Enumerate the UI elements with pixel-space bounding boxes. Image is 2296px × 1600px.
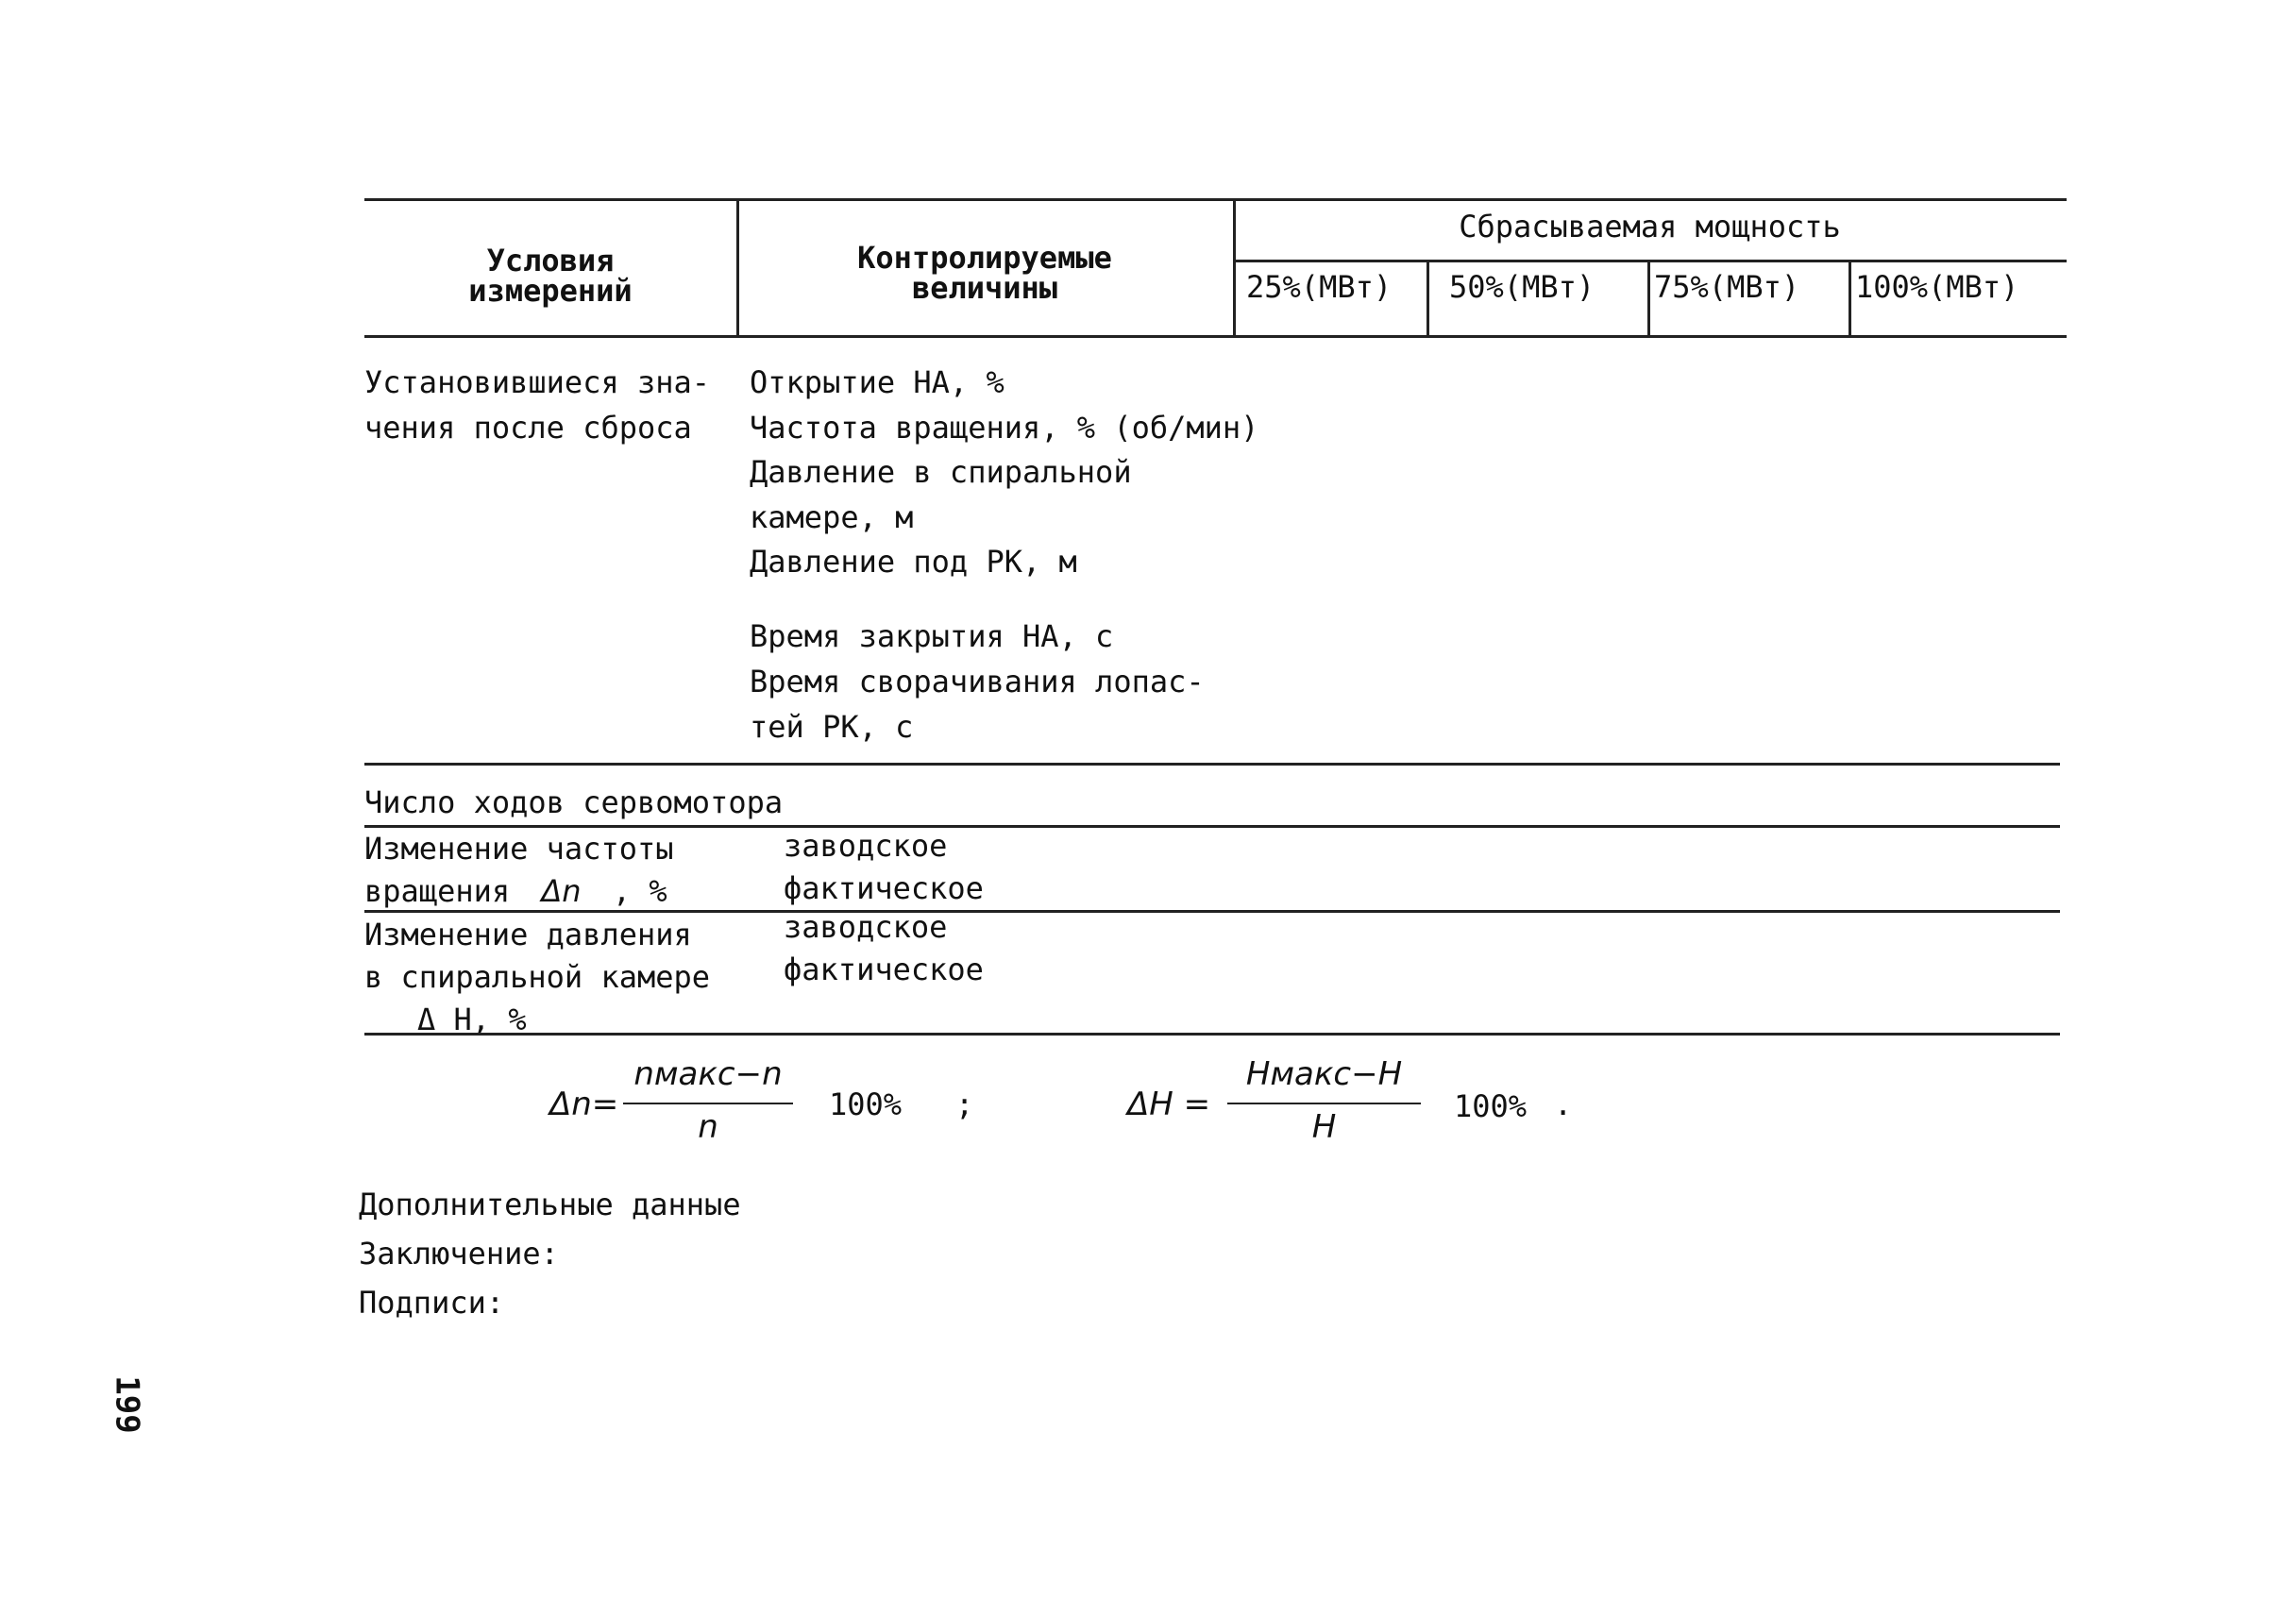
header-power-50: 50%(МВт) [1449, 269, 1595, 305]
pressure-change-label-line2: в спиральной камере [364, 959, 711, 995]
header-conditions-line1: Условия [486, 243, 615, 278]
formula-dn-fraction [623, 1055, 793, 1150]
steady-item: Открытие НА, % [750, 364, 1004, 400]
steady-item: Давление в спиральной [750, 454, 1132, 490]
additional-data-label: Дополнительные данные [359, 1187, 741, 1222]
formula-dh-numerator: Hмакс−H [1245, 1055, 1403, 1093]
header-bottom-rule [364, 335, 2067, 338]
steady-bottom-rule [364, 763, 2060, 766]
steady-item: камере, м [750, 499, 914, 535]
formula-dn-denominator: n [698, 1108, 718, 1146]
freq-factory-label: заводское [784, 828, 948, 864]
header-conditions-line2: измерений [468, 273, 633, 309]
pressure-factory-label: заводское [784, 909, 948, 945]
header-power-100: 100%(МВт) [1855, 269, 2019, 305]
col-divider-5 [1849, 260, 1851, 335]
col-divider-3 [1427, 260, 1429, 335]
formula-dn-numerator: nмакс−n [633, 1055, 783, 1093]
freq-change-label-line2 [364, 872, 667, 910]
steady-condition-line1: Установившиеся зна- [364, 364, 711, 400]
formula-separator: ; [955, 1086, 974, 1122]
header-power-75: 75%(МВт) [1654, 269, 1800, 305]
steady-item: Частота вращения, % (об/мин) [750, 410, 1259, 446]
formula-dn-lhs: Δn= [549, 1086, 619, 1123]
header-quantities-line1: Контролируемые [857, 240, 1112, 276]
steady-item: Время сворачивания лопас- [750, 664, 1205, 699]
formula-dh-bar [1227, 1103, 1421, 1104]
servo-bottom-rule [364, 825, 2060, 828]
formula-dh-percent: 100% [1454, 1088, 1528, 1124]
pressure-actual-label: фактическое [784, 952, 984, 987]
freq-bottom-rule [364, 910, 2060, 913]
signatures-label: Подписи: [359, 1285, 505, 1321]
table-bottom-rule [364, 1033, 2060, 1036]
pressure-change-label-line3: Δ Н, % [417, 1002, 527, 1037]
delta-n-symbol: Δn [541, 873, 582, 909]
steady-condition-line2: чения после сброса [364, 410, 692, 446]
freq-change-label-line1: Изменение частоты [364, 831, 674, 867]
formula-dn-bar [623, 1103, 793, 1104]
col-divider-4 [1647, 260, 1650, 335]
formula-dh-lhs: ΔH = [1127, 1086, 1211, 1123]
formula-dh-denominator: H [1311, 1108, 1337, 1146]
formula-dn-percent: 100% [829, 1086, 903, 1122]
pressure-change-label-line1: Изменение давления [364, 917, 692, 952]
conclusion-label: Заключение: [359, 1236, 559, 1272]
table-top-rule [364, 198, 2067, 201]
steady-item: Время закрытия НА, с [750, 618, 1114, 654]
servo-strokes-label: Число ходов сервомотора [364, 784, 784, 820]
header-quantities-line2: величины [911, 270, 1058, 306]
steady-item: Давление под РК, м [750, 544, 1077, 580]
header-power-25: 25%(МВт) [1246, 269, 1393, 305]
formula-dh-fraction [1227, 1055, 1421, 1150]
steady-item: тей РК, с [750, 709, 914, 745]
header-power: Сбрасываемая мощность [1459, 209, 1841, 244]
freq-change-label-word: вращения [364, 873, 511, 909]
formula-end-period: . [1554, 1086, 1573, 1122]
page-number: 199 [108, 1375, 146, 1434]
freq-change-label-unit: , % [612, 873, 667, 909]
freq-actual-label: фактическое [784, 870, 984, 906]
